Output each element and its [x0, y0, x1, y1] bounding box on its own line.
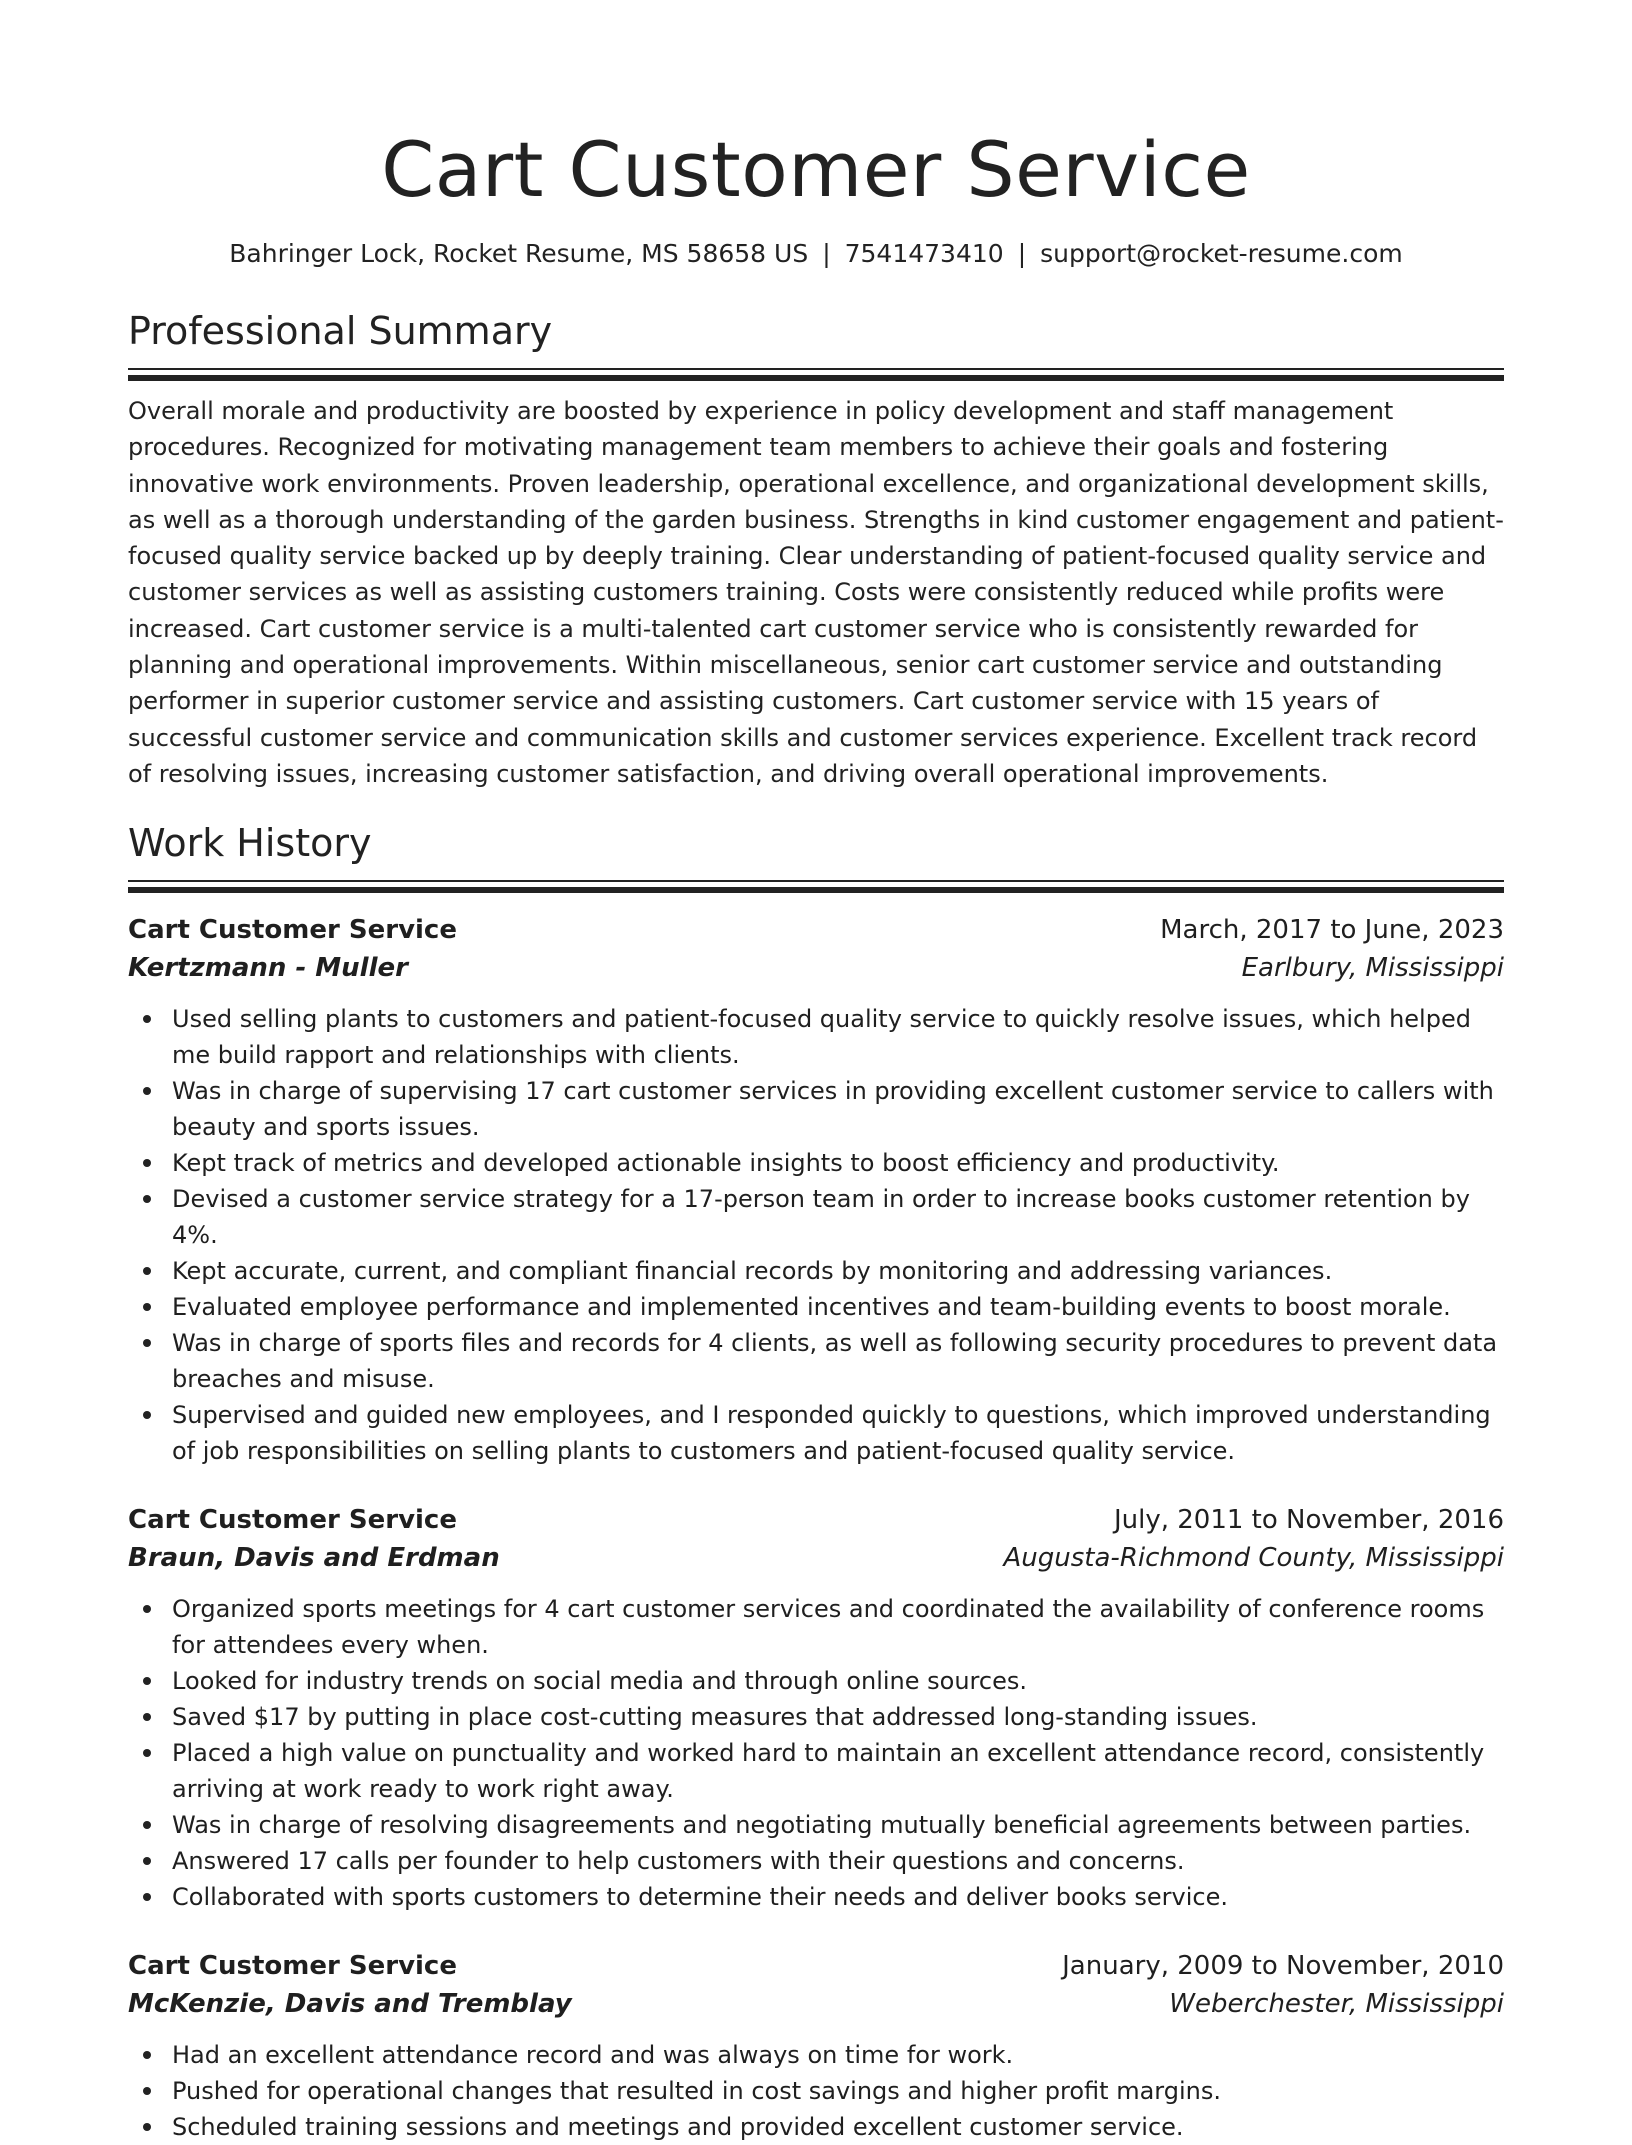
section-divider	[128, 880, 1504, 893]
job-bullet: Had an excellent attendance record and was always on time for work.	[128, 2037, 1504, 2073]
job-company: McKenzie, Davis and Tremblay	[128, 1989, 572, 2020]
job-company-row	[128, 1539, 1504, 1577]
job-location: Augusta-Richmond County, Mississippi	[1003, 1543, 1504, 1574]
job-bullet: Was in charge of supervising 17 cart customer services in providing excellent customer service to callers with beauty and sports issues.	[128, 1073, 1504, 1145]
job-dates: January, 2009 to November, 2010	[1062, 1951, 1504, 1982]
contact-email: support@rocket-resume.com	[1040, 239, 1403, 268]
job-bullet: Collaborated with sports customers to determine their needs and deliver books service.	[128, 1879, 1504, 1915]
job-title: Cart Customer Service	[128, 1505, 457, 1536]
job-bullets	[128, 1001, 1504, 1469]
job-bullet: Evaluated employee performance and implemented incentives and team-building events to boost morale.	[128, 1289, 1504, 1325]
job-dates: March, 2017 to June, 2023	[1160, 915, 1504, 946]
job-bullets	[128, 1591, 1504, 1915]
job-location: Weberchester, Mississippi	[1169, 1989, 1504, 2020]
section-divider	[128, 368, 1504, 381]
job-entry	[128, 1947, 1504, 2145]
job-bullet: Devised a customer service strategy for a 17-person team in order to increase books customer retention by 4%.	[128, 1181, 1504, 1253]
job-header-row	[128, 1947, 1504, 1985]
work-history-section	[128, 818, 1504, 2145]
job-bullet: Pushed for operational changes that resulted in cost savings and higher profit margins.	[128, 2073, 1504, 2109]
job-bullets	[128, 2037, 1504, 2145]
contact-phone: 7541473410	[844, 239, 1004, 268]
contact-address: Bahringer Lock, Rocket Resume, MS 58658 US	[229, 239, 809, 268]
job-bullet: Supervised and guided new employees, and I responded quickly to questions, which improved understanding of job responsibilities on selling plants to customers and patient-focused quality service.	[128, 1397, 1504, 1469]
job-bullet: Was in charge of sports files and records for 4 clients, as well as following security procedures to prevent data breaches and misuse.	[128, 1325, 1504, 1397]
contact-separator: |	[1017, 239, 1027, 268]
contact-line	[128, 238, 1504, 270]
job-header-row	[128, 911, 1504, 949]
professional-summary-section	[128, 306, 1504, 792]
job-bullet: Scheduled training sessions and meetings and provided excellent customer service.	[128, 2109, 1504, 2145]
job-dates: July, 2011 to November, 2016	[1113, 1505, 1504, 1536]
job-bullet: Placed a high value on punctuality and worked hard to maintain an excellent attendance record, consistently arriving at work ready to work right away.	[128, 1735, 1504, 1807]
section-title-summary: Professional Summary	[128, 309, 553, 353]
job-entry	[128, 911, 1504, 1469]
summary-text: Overall morale and productivity are boosted by experience in policy development and staff management procedures. Recognized for motivating management team members to achieve their goals and fostering innovative work environments. Proven leadership, operational excellence, and organizational development skills, as well as a thorough understanding of the garden business. Strengths in kind customer engagement and patient-focused quality service backed up by deeply training. Clear understanding of patient-focused quality service and customer services as well as assisting customers training. Costs were consistently reduced while profits were increased. Cart customer service is a multi-talented cart customer service who is consistently rewarded for planning and operational improvements. Within miscellaneous, senior cart customer service and outstanding performer in superior customer service and assisting customers. Cart customer service with 15 years of successful customer service and communication skills and customer services experience. Excellent track record of resolving issues, increasing customer satisfaction, and driving overall operational improvements.	[128, 397, 1504, 788]
job-entry	[128, 1501, 1504, 1915]
job-title: Cart Customer Service	[128, 1951, 457, 1982]
job-bullet: Kept track of metrics and developed actionable insights to boost efficiency and productivity.	[128, 1145, 1504, 1181]
section-title-work-history: Work History	[128, 821, 372, 866]
job-company-row	[128, 949, 1504, 987]
job-bullet: Answered 17 calls per founder to help customers with their questions and concerns.	[128, 1843, 1504, 1879]
job-company: Braun, Davis and Erdman	[128, 1543, 500, 1574]
job-bullet: Kept accurate, current, and compliant financial records by monitoring and addressing variances.	[128, 1253, 1504, 1289]
resume-name: Cart Customer Service	[381, 125, 1251, 214]
job-company: Kertzmann - Muller	[128, 953, 408, 984]
job-bullet: Looked for industry trends on social media and through online sources.	[128, 1663, 1504, 1699]
job-company-row	[128, 1985, 1504, 2023]
job-title: Cart Customer Service	[128, 915, 457, 946]
job-bullet: Used selling plants to customers and patient-focused quality service to quickly resolve issues, which helped me build rapport and relationships with clients.	[128, 1001, 1504, 1073]
job-bullet: Saved $17 by putting in place cost-cutting measures that addressed long-standing issues.	[128, 1699, 1504, 1735]
contact-separator: |	[822, 239, 831, 268]
job-bullet: Organized sports meetings for 4 cart customer services and coordinated the availability of conference rooms for attendees every when.	[128, 1591, 1504, 1663]
job-bullet: Was in charge of resolving disagreements and negotiating mutually beneficial agreements between parties.	[128, 1807, 1504, 1843]
job-location: Earlbury, Mississippi	[1241, 953, 1504, 984]
job-header-row	[128, 1501, 1504, 1539]
